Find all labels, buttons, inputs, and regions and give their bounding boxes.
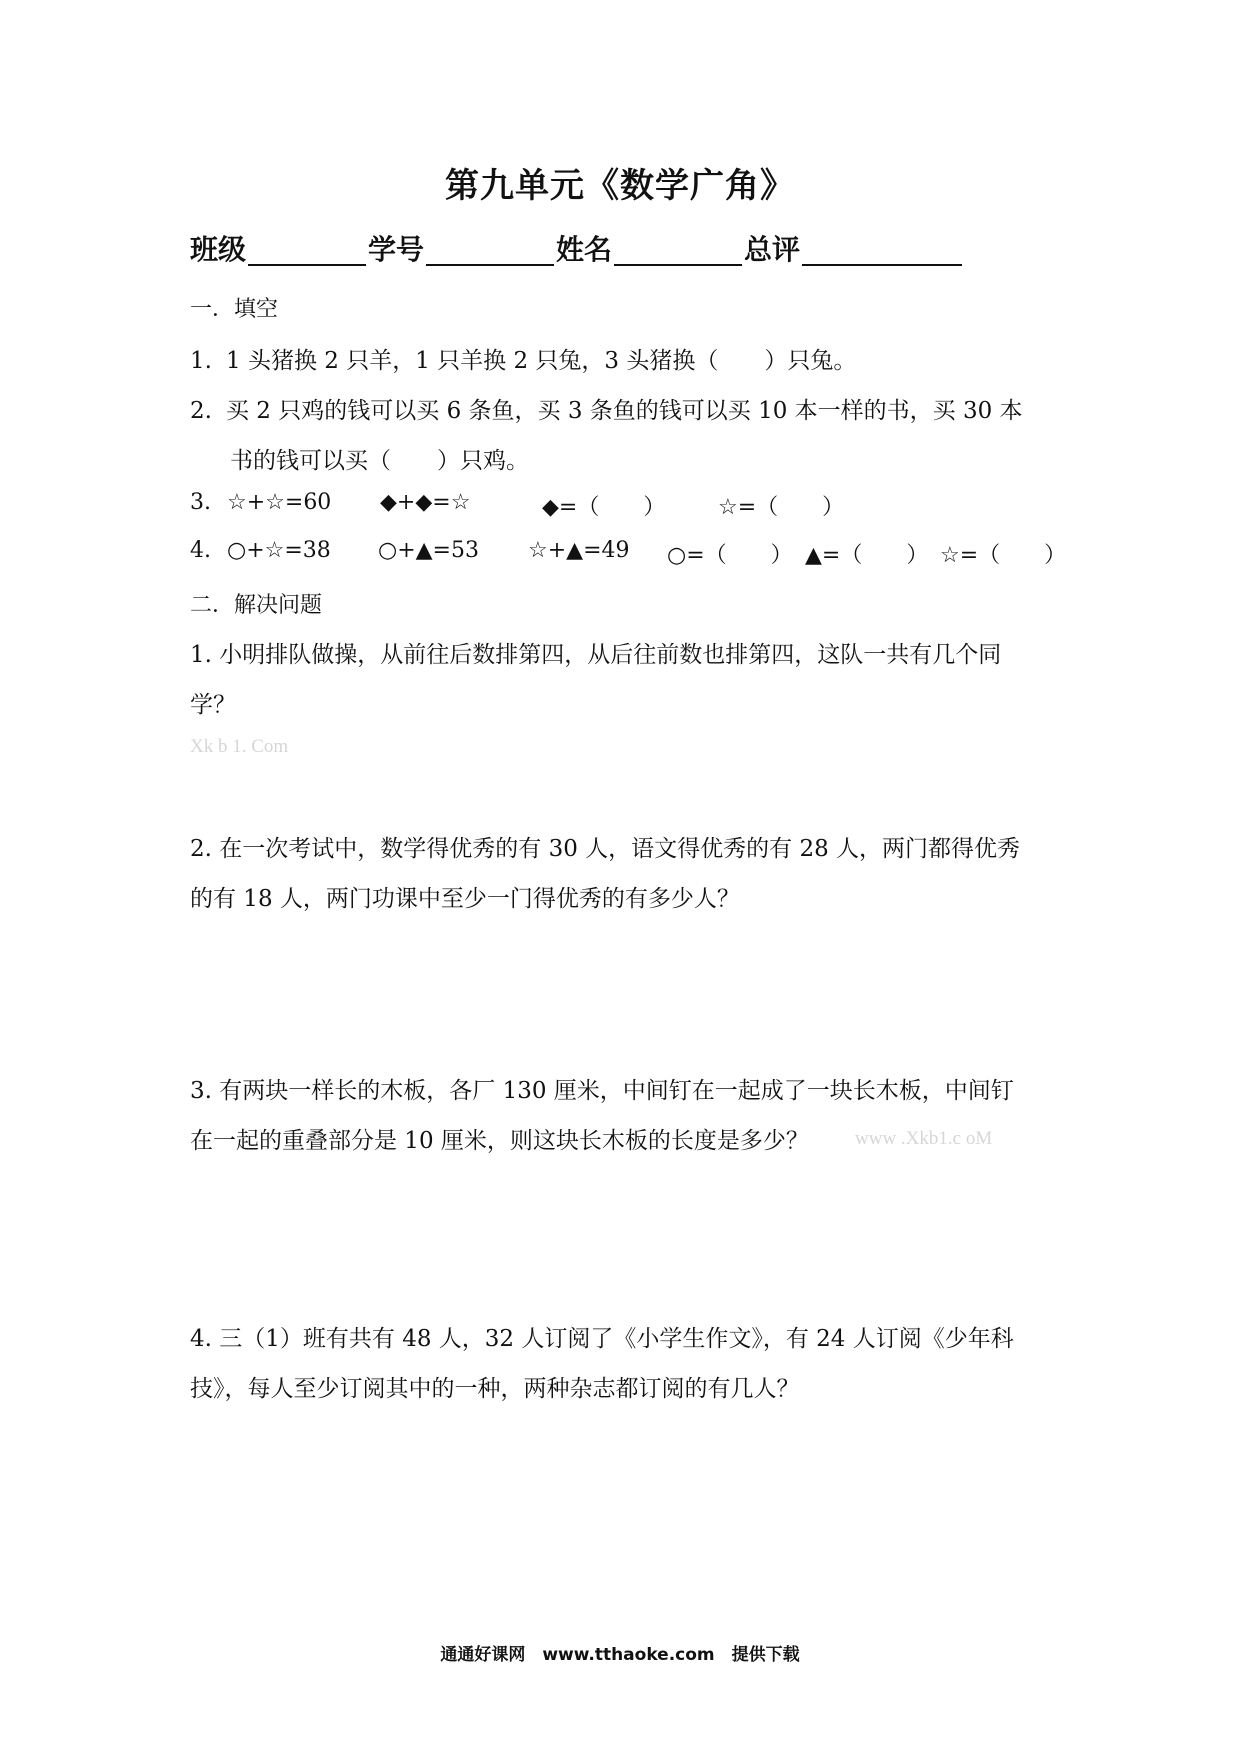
score-blank[interactable] — [802, 234, 962, 266]
word-problem-1-line2: 学？ — [190, 692, 236, 718]
fill-question-2-continued: 书的钱可以买（ ）只鸡。 — [230, 448, 529, 474]
equation-answer: ☆=（ ） — [718, 495, 845, 520]
number-label: 学号 — [368, 233, 425, 266]
equation-answer: ◆=（ ） — [542, 495, 666, 520]
equation: ○+☆=38 — [227, 538, 331, 563]
word-problem-4-line1: 4. 三（1）班有共有 48 人，32 人订阅了《小学生作文》，有 24 人订阅《少年科 — [190, 1326, 1014, 1352]
footer-credit: 通通好课网 www.tthaoke.com 提供下载 — [440, 1645, 800, 1665]
word-problem-3-line1: 3. 有两块一样长的木板，各厂 130 厘米，中间钉在一起成了一块长木板，中间钉 — [190, 1078, 1014, 1104]
equation: ☆+☆=60 — [227, 490, 332, 515]
question-text: 买 2 只鸡的钱可以买 6 条鱼，买 3 条鱼的钱可以买 10 本一样的书，买 30 本 — [226, 398, 1023, 424]
question-number: 4. — [190, 538, 211, 563]
equation: ◆+◆=☆ — [380, 490, 471, 515]
name-blank[interactable] — [614, 234, 742, 266]
question-text: 1 头猪换 2 只羊，1 只羊换 2 只兔，3 头猪换（ ）只兔。 — [226, 348, 857, 374]
name-label: 姓名 — [556, 233, 613, 266]
question-number: 3. — [190, 490, 211, 515]
word-problem-3-line2: 在一起的重叠部分是 10 厘米，则这块长木板的长度是多少？ — [190, 1128, 809, 1154]
number-blank[interactable] — [426, 234, 554, 266]
word-problem-4-line2: 技》，每人至少订阅其中的一种，两种杂志都订阅的有几人？ — [190, 1376, 800, 1402]
question-number: 1. — [190, 348, 212, 374]
question-number: 2. — [190, 398, 212, 424]
equation-answer: ▲=（ ） — [805, 543, 929, 568]
section-heading-fill-blank: 一．填空 — [190, 297, 279, 322]
page-title: 第九单元《数学广角》 — [445, 166, 795, 206]
word-problem-2-line2: 的有 18 人，两门功课中至少一门得优秀的有多少人？ — [190, 886, 740, 912]
equation: ☆+▲=49 — [528, 538, 630, 563]
section-heading-word-problems: 二．解决问题 — [190, 593, 323, 618]
equation: ○+▲=53 — [378, 538, 479, 563]
score-label: 总评 — [744, 233, 801, 266]
equation-answer: ○=（ ） — [667, 543, 793, 568]
fill-question-2 — [190, 392, 1023, 425]
word-problem-2-line1: 2. 在一次考试中，数学得优秀的有 30 人，语文得优秀的有 28 人，两门都得优秀 — [190, 836, 1021, 862]
watermark-text: www .Xkb1.c oM — [855, 1128, 993, 1149]
fill-question-1 — [190, 342, 856, 375]
student-info-row — [190, 228, 964, 268]
class-label: 班级 — [190, 233, 247, 266]
class-blank[interactable] — [248, 234, 366, 266]
equation-answer: ☆=（ ） — [940, 543, 1067, 568]
watermark-text: Xk b 1. Com — [190, 736, 289, 757]
word-problem-1-line1: 1. 小明排队做操，从前往后数排第四，从后往前数也排第四，这队一共有几个同 — [190, 642, 1002, 668]
